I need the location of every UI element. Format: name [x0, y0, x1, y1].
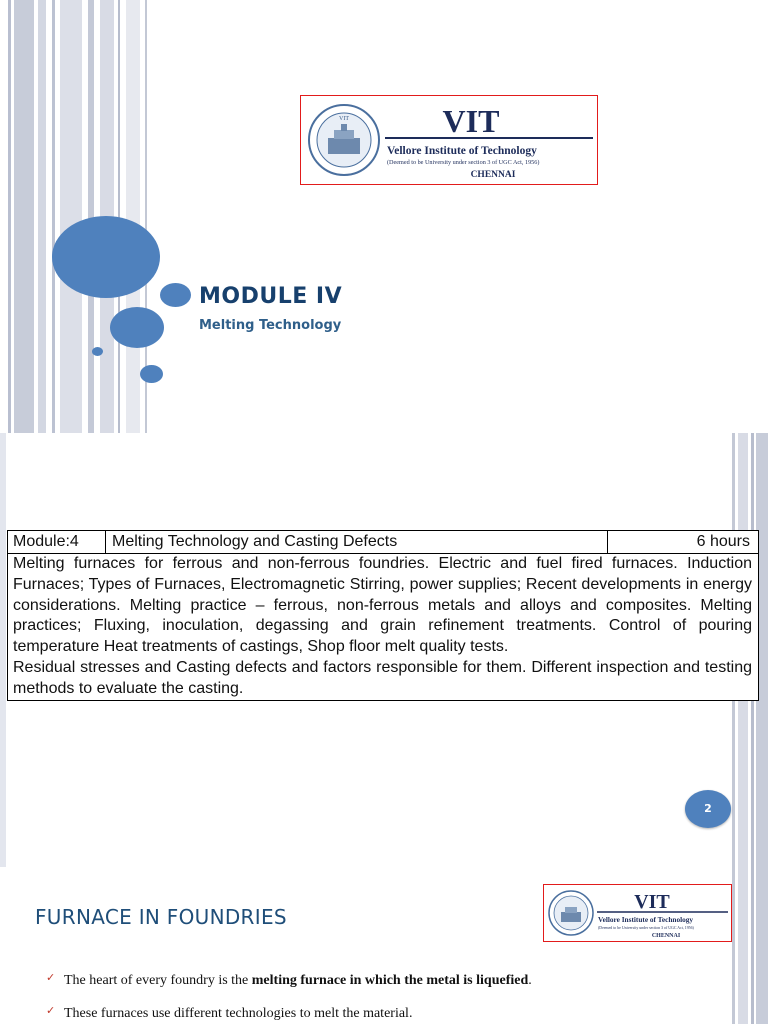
decorative-stripes	[0, 0, 150, 433]
module-hours: 6 hours	[696, 533, 750, 550]
syllabus-table	[7, 530, 759, 701]
syllabus-header-row	[8, 531, 758, 554]
module-heading: Melting Technology and Casting Defects	[106, 531, 608, 553]
checkmark-icon: ✓	[46, 972, 56, 984]
logo-city: CHENNAI	[651, 933, 681, 939]
vit-logo-graphic	[544, 885, 731, 941]
slide-2	[0, 433, 768, 867]
logo-city: CHENNAI	[470, 170, 516, 180]
module-number: Module:4	[8, 531, 106, 553]
bullet-text-end: .	[528, 973, 532, 988]
cropped-line	[7, 523, 757, 530]
decorative-circle	[92, 347, 103, 356]
logo-wordmark: VIT	[442, 103, 500, 139]
decorative-circle	[160, 283, 191, 307]
decorative-stripes	[732, 867, 768, 1024]
svg-text:VIT: VIT	[339, 116, 349, 122]
left-edge	[0, 433, 6, 867]
bullet-text: The heart of every foundry is the	[64, 973, 252, 988]
logo-name: Vellore Institute of Technology	[387, 145, 537, 157]
bullet-list	[46, 973, 726, 1024]
logo-deemed: (Deemed to be University under section 3 of UGC Act, 1956)	[387, 159, 540, 166]
decorative-circle	[140, 365, 163, 383]
logo-name: Vellore Institute of Technology	[598, 915, 694, 924]
page-number-badge: 2	[685, 790, 731, 828]
slide-3	[0, 867, 768, 1024]
bullet-item	[46, 973, 726, 989]
syllabus-content	[8, 554, 758, 700]
module-title: MODULE IV	[199, 284, 343, 309]
vit-logo	[543, 884, 732, 942]
bullet-text: These furnaces use different technologies to melt the material.	[64, 1006, 413, 1021]
vit-logo-graphic	[301, 96, 597, 184]
logo-deemed: (Deemed to be University under section 3 of UGC Act, 1956)	[598, 926, 694, 930]
decorative-circle	[110, 307, 164, 348]
module-subtitle: Melting Technology	[199, 318, 342, 333]
syllabus-paragraph: Melting furnaces for ferrous and non-ferrous foundries. Electric and fuel fired furnaces. Induction Furnaces; Types of Furnaces, Electromagnetic Stirring, power supplies; Recent developments in energy considerations. Melting practice – ferrous, non-ferrous metals and alloys and composites. Melting practices; Fluxing, inoculation, degassing and grain refinement treatments. Control of pouring temperature Heat treatments of castings, Shop floor melt quality tests.	[13, 555, 752, 656]
syllabus-paragraph: Residual stresses and Casting defects and factors responsible for them. Different inspection and testing methods to evaluate the casting.	[13, 658, 752, 697]
checkmark-icon: ✓	[46, 1005, 56, 1017]
decorative-circle	[52, 216, 160, 298]
slide-1	[0, 0, 768, 433]
bullet-bold-text: melting furnace in which the metal is liquefied	[251, 973, 529, 988]
logo-wordmark: VIT	[634, 891, 670, 913]
bullet-item	[46, 1006, 726, 1022]
slide-title: FURNACE IN FOUNDRIES	[35, 905, 287, 929]
vit-logo	[300, 95, 598, 185]
